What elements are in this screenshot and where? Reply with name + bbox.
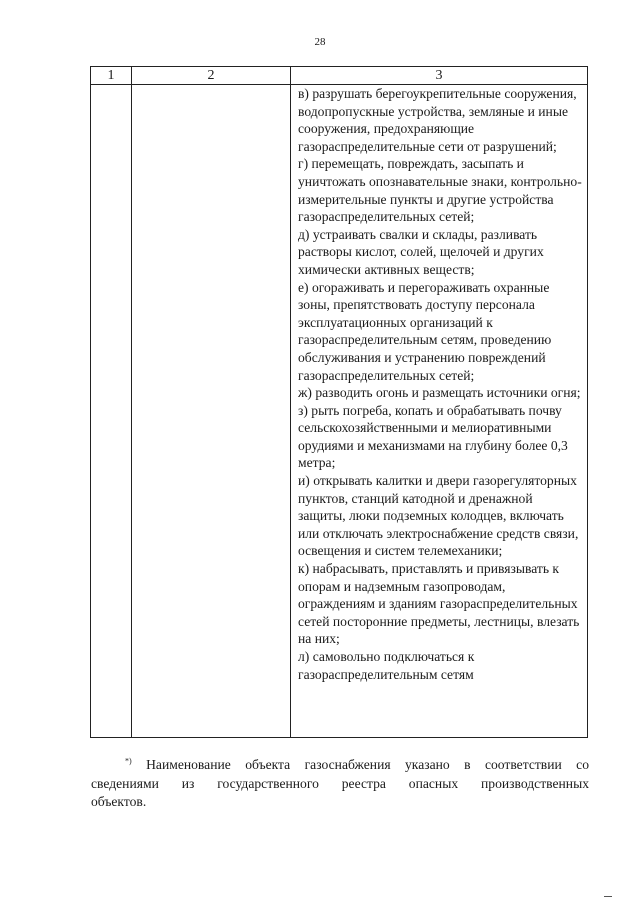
list-item: и) открывать калитки и двери газорегуляторных пунктов, станций катодной и дренажной защиты, люки подземных колодцев, включать или отключать электроснабжение средств связи, освещения и систем телемеханики; [298, 473, 579, 559]
footnote [91, 756, 589, 812]
table-row [91, 85, 588, 738]
column-header-3: 3 [291, 67, 588, 85]
column-header-1: 1 [91, 67, 132, 85]
document-table [90, 66, 588, 738]
table-header-row [91, 67, 588, 85]
corner-mark [604, 896, 612, 897]
table-cell-col1 [91, 85, 132, 738]
footnote-line-3: объектов. [91, 794, 147, 809]
footnote-line-2: сведениями из государственного реестра опасных производственных [91, 775, 589, 791]
list-item: в) разрушать берегоукрепительные сооружения, водопропускные устройства, земляные и иные сооружения, предохраняющие газораспределительные сети от разрушений; [298, 86, 577, 154]
table-cell-col2 [132, 85, 291, 738]
table-cell-col3 [291, 85, 588, 738]
page-number: 28 [314, 36, 326, 48]
list-item: ж) разводить огонь и размещать источники огня; [298, 385, 581, 401]
column-header-2: 2 [132, 67, 291, 85]
list-item: г) перемещать, повреждать, засыпать и уничтожать опознавательные знаки, контрольно-измерительные пункты и другие устройства газораспределительных сетей; [298, 156, 582, 225]
footnote-line-1 [91, 756, 589, 775]
list-item: з) рыть погреба, копать и обрабатывать почву сельскохозяйственными и мелиоративными орудиями и механизмами на глубину более 0,3 метра; [298, 402, 568, 471]
list-item: д) устраивать свалки и склады, разливать растворы кислот, солей, щелочей и других химически активных веществ; [298, 226, 544, 277]
list-item: л) самовольно подключаться к газораспределительным сетям [298, 649, 475, 682]
footnote-marker: *) [125, 756, 132, 766]
list-item: к) набрасывать, приставлять и привязывать к опорам и надземным газопроводам, ограждениям и зданиям газораспределительных сетей посторонние предметы, лестницы, влезать на них; [298, 561, 580, 647]
footnote-text-1: Наименование объекта газоснабжения указано в соответствии со [146, 757, 589, 772]
list-item: е) огораживать и перегораживать охранные зоны, препятствовать доступу персонала эксплуатационных организаций к газораспределительным сетям, проведению обслуживания и устранению повреждений газораспределительных сетей; [298, 279, 552, 383]
